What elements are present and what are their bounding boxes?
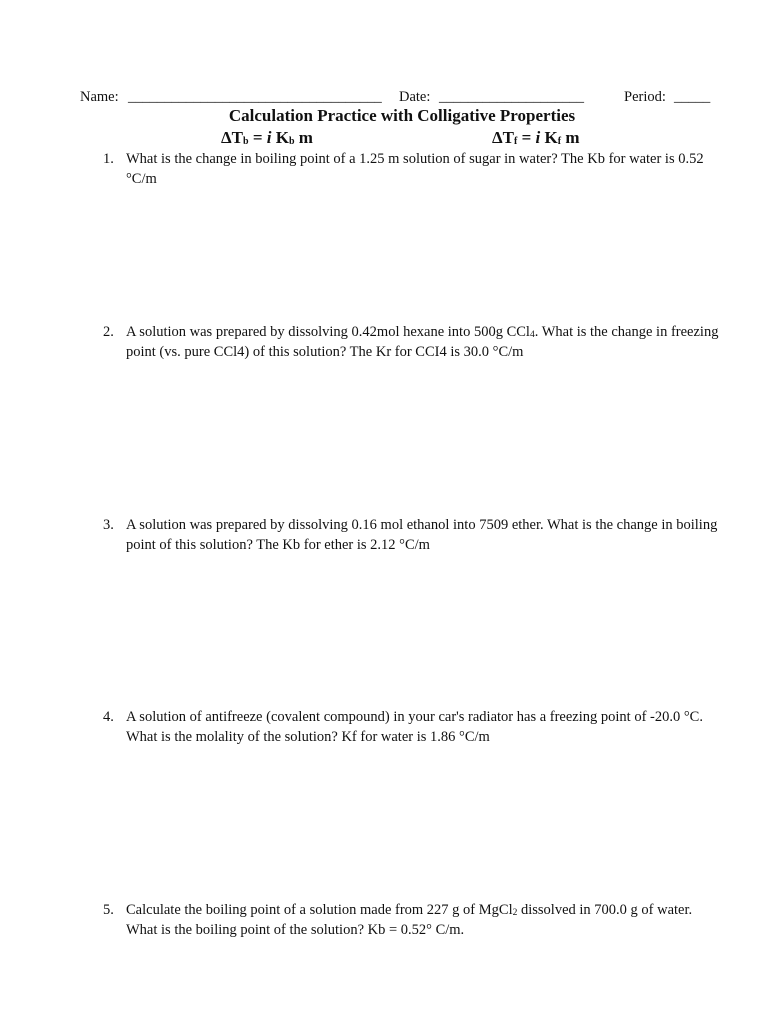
period-blank: _____ (674, 89, 711, 105)
formula-subscript: f (514, 136, 518, 147)
question-number: 2. (103, 324, 114, 340)
formula-equals: = (517, 128, 536, 147)
formula-constant: K (271, 128, 289, 147)
question-3 (103, 515, 723, 555)
question-5 (103, 900, 723, 940)
date-blank: ____________________ (439, 89, 584, 105)
question-text: What is the change in boiling point of a 1.25 m solution of sugar in water? The Kb for water is 0.52 °C/m (126, 151, 704, 187)
question-text: A solution was prepared by dissolving 0.16 mol ethanol into 7509 ether. What is the change in boiling point of this solution? The Kb for ether is 2.12 °C/m (126, 517, 718, 553)
question-number: 4. (103, 709, 114, 725)
date-label: Date: (399, 89, 431, 105)
question-text-part: A solution was prepared by dissolving 0.42mol hexane into 500g CCl (126, 324, 530, 340)
question-1 (103, 149, 723, 189)
question-4 (103, 707, 723, 747)
chemical-subscript: 4 (529, 330, 535, 340)
question-number: 3. (103, 517, 114, 533)
name-blank: ___________________________________ (128, 89, 382, 105)
chemical-subscript: 2 (512, 908, 518, 918)
formula-molality: m (561, 128, 580, 147)
question-text (126, 322, 723, 362)
formula-subscript: f (557, 136, 562, 147)
formula-delta: ΔT (221, 128, 243, 147)
formula-subscript: b (243, 136, 249, 147)
formula-delta: ΔT (492, 128, 514, 147)
page-title: Calculation Practice with Colligative Properties (228, 106, 576, 125)
formula-subscript: b (288, 136, 295, 147)
question-number: 5. (103, 902, 114, 918)
formula-vant-hoff: i (266, 128, 272, 147)
formula-vant-hoff: i (535, 128, 541, 147)
period-label: Period: (624, 89, 666, 105)
question-text (126, 900, 723, 940)
formula-equals: = (248, 128, 267, 147)
question-text-part: . What is the change in freezing point (vs. pure CCl4) of this solution? The Kr for CCI4 is 30.0 °C/m (126, 324, 719, 360)
question-2 (103, 322, 723, 362)
question-number: 1. (103, 151, 114, 167)
question-text-part: Calculate the boiling point of a solution made from 227 g of MgCl (126, 902, 513, 918)
formula-molality: m (294, 128, 313, 147)
question-text: A solution of antifreeze (covalent compound) in your car's radiator has a freezing point of -20.0 °C. What is the molality of the solution? Kf for water is 1.86 °C/m (126, 709, 703, 745)
formula-constant: K (540, 128, 558, 147)
name-label: Name: (80, 89, 119, 105)
question-text-part: dissolved in 700.0 g of water. What is the boiling point of the solution? Kb = 0.52° C/m. (126, 902, 693, 938)
